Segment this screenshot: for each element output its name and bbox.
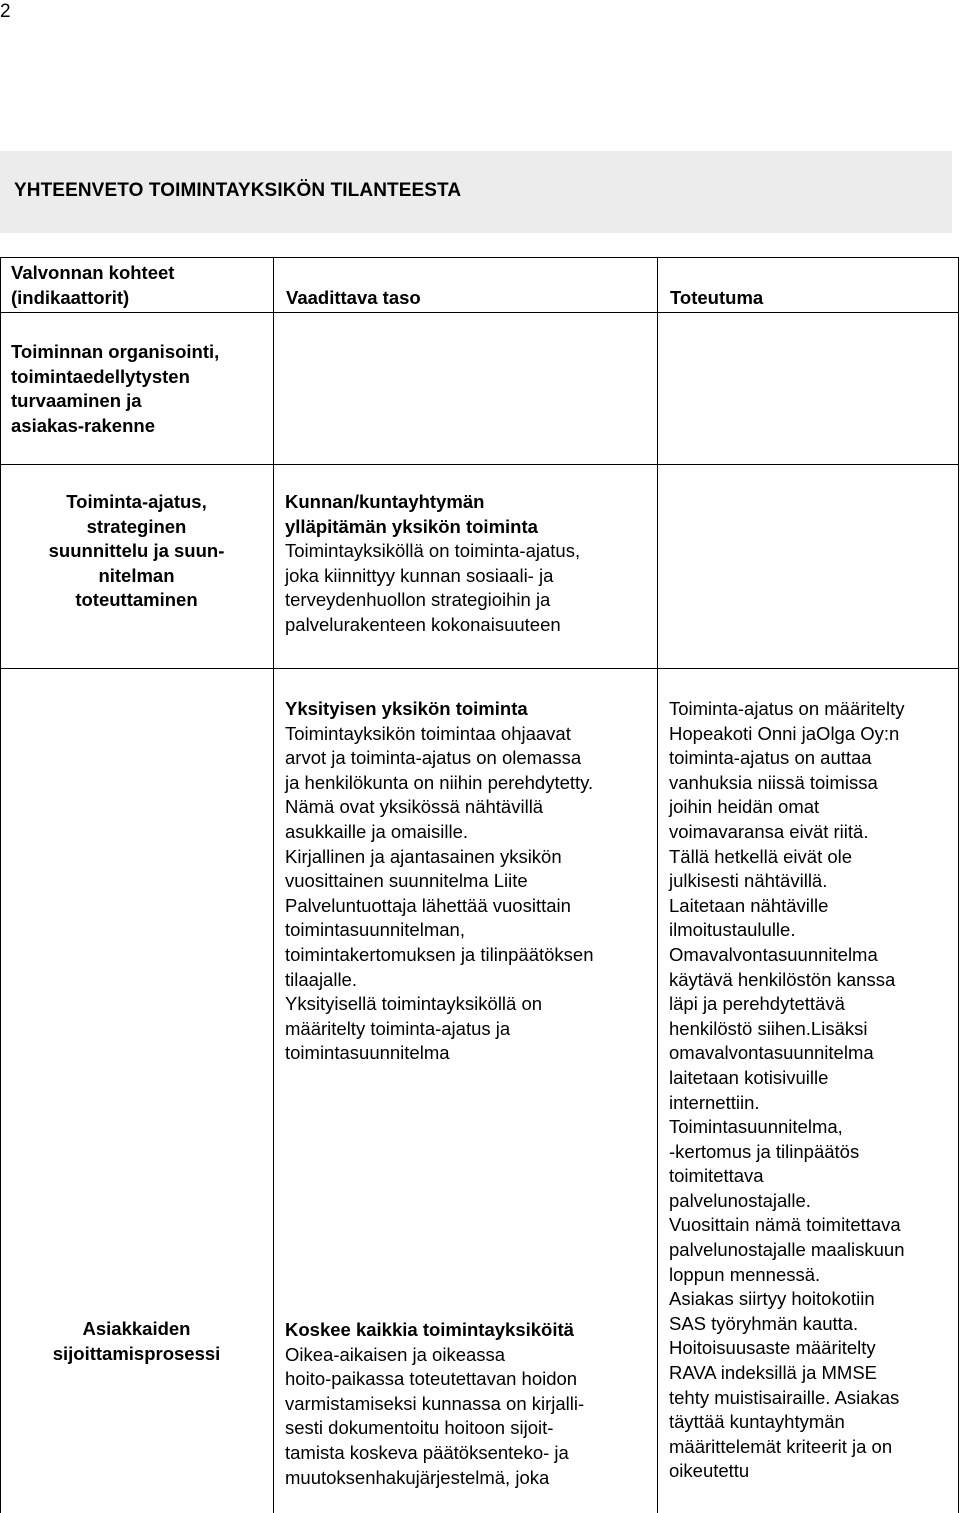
- requirement-text-line: toimintasuunnitelma: [285, 1042, 450, 1064]
- realization-line: Hopeakoti Onni jaOlga Oy:n: [669, 722, 900, 744]
- header-indicators-line: (indikaattorit): [11, 286, 130, 308]
- requirement-text-line: sesti dokumentoitu hoitoon sijoit-: [285, 1417, 554, 1439]
- section-heading-line: toimintaedellytysten: [11, 365, 190, 387]
- realization-line: Omavalvontasuunnitelma: [669, 943, 878, 965]
- requirement-heading-line: Kunnan/kuntayhtymän: [285, 491, 485, 512]
- realization-line: Laitetaan nähtäville: [669, 894, 829, 916]
- realization-line: ilmoitustaululle.: [669, 919, 796, 941]
- header-indicators: [11, 261, 174, 310]
- realization-line: joihin heidän omat: [669, 796, 820, 818]
- requirement-text-line: määritelty toiminta-ajatus ja: [285, 1017, 511, 1039]
- requirement-text-line: Toimintayksikön toimintaa ohjaavat: [285, 722, 571, 744]
- realization-line: oikeutettu: [669, 1460, 750, 1482]
- realization-line: Asiakas siirtyy hoitokotiin: [669, 1288, 875, 1310]
- realization-line: palvelunostajalle.: [669, 1189, 811, 1211]
- requirement-text-line: joka kiinnittyy kunnan sosiaali- ja: [285, 564, 554, 586]
- indicator-line: sijoittamisprosessi: [52, 1342, 221, 1364]
- requirement-text-line: terveydenhuollon strategioihin ja: [285, 589, 551, 611]
- indicator-line: toteuttaminen: [75, 589, 198, 611]
- all-units-requirement: [285, 1318, 584, 1490]
- realization-line: henkilöstö siihen.Lisäksi: [669, 1017, 868, 1039]
- column-divider-1: [273, 257, 274, 1513]
- realization-line: Hoitoisuusaste määritelty: [669, 1337, 876, 1359]
- realization-line: julkisesti nähtävillä.: [669, 870, 828, 892]
- requirement-heading: Yksityisen yksikön toiminta: [285, 698, 528, 719]
- requirement-text-line: Oikea-aikaisen ja oikeassa: [285, 1343, 506, 1365]
- indicator-line: strateginen: [86, 515, 187, 537]
- realization-line: omavalvontasuunnitelma: [669, 1042, 874, 1064]
- requirement-text-line: ja henkilökunta on niihin perehdytetty.: [285, 771, 594, 793]
- requirement-text-line: varmistamiseksi kunnassa on kirjalli-: [285, 1392, 585, 1414]
- requirement-text-line: asukkaille ja omaisille.: [285, 820, 469, 842]
- private-unit-requirement: [285, 697, 594, 1066]
- requirement-text-line: Yksityisellä toimintayksiköllä on: [285, 993, 543, 1015]
- indicator-mission-strategy: [0, 490, 273, 613]
- requirement-text-line: tilaajalle.: [285, 968, 357, 990]
- realization-line: täyttää kuntayhtymän: [669, 1411, 845, 1433]
- realization-line: määrittelemät kriteerit ja on: [669, 1435, 893, 1457]
- realization-text: [669, 697, 905, 1484]
- requirement-text-line: tamista koskeva päätöksenteko- ja: [285, 1441, 569, 1463]
- realization-line: läpi ja perehdytettävä: [669, 993, 845, 1015]
- indicator-line: suunnittelu ja suun-: [48, 540, 225, 562]
- section-heading: [11, 340, 219, 438]
- realization-line: laitetaan kotisivuille: [669, 1066, 829, 1088]
- realization-line: RAVA indeksillä ja MMSE: [669, 1362, 878, 1384]
- realization-line: palvelunostajalle maaliskuun: [669, 1239, 905, 1261]
- realization-line: -kertomus ja tilinpäätös: [669, 1140, 860, 1162]
- realization-line: Toiminta-ajatus on määritelty: [669, 698, 905, 719]
- requirement-heading: Koskee kaikkia toimintayksiköitä: [285, 1319, 574, 1340]
- header-indicators-line: Valvonnan kohteet: [11, 262, 175, 283]
- row-divider-header: [0, 312, 959, 313]
- realization-line: toiminta-ajatus on auttaa: [669, 747, 872, 769]
- requirement-text-line: Kirjallinen ja ajantasainen yksikön: [285, 845, 562, 867]
- realization-line: internettiin.: [669, 1091, 760, 1113]
- header-required-level: Vaadittava taso: [286, 287, 421, 308]
- page-number: 2: [0, 1, 11, 22]
- section-heading-line: turvaaminen ja: [11, 390, 142, 412]
- requirement-text-line: toimintakertomuksen ja tilinpäätöksen: [285, 943, 594, 965]
- requirement-text-line: arvot ja toiminta-ajatus on olemassa: [285, 747, 582, 769]
- realization-line: loppun mennessä.: [669, 1263, 821, 1285]
- requirement-text-line: hoito-paikassa toteutettavan hoidon: [285, 1368, 578, 1390]
- row-divider-row1: [0, 668, 959, 669]
- table-top-border: [0, 257, 959, 258]
- row-divider-section: [0, 464, 959, 465]
- realization-line: toimitettava: [669, 1165, 764, 1187]
- indicator-placement-process: [0, 1317, 273, 1366]
- realization-line: tehty muistisairaille. Asiakas: [669, 1386, 900, 1408]
- indicator-line: Asiakkaiden: [82, 1318, 191, 1339]
- indicator-line: nitelman: [98, 564, 175, 586]
- table-right-border: [958, 257, 959, 1513]
- document-title: YHTEENVETO TOIMINTAYKSIKÖN TILANTEESTA: [14, 180, 462, 201]
- realization-line: Toimintasuunnitelma,: [669, 1116, 843, 1138]
- municipal-unit-requirement: [285, 490, 580, 638]
- realization-line: Tällä hetkellä eivät ole: [669, 845, 853, 867]
- realization-line: voimavaransa eivät riitä.: [669, 820, 869, 842]
- realization-line: SAS työryhmän kautta.: [669, 1312, 859, 1334]
- section-heading-line: asiakas-rakenne: [11, 414, 155, 436]
- requirement-heading-line: ylläpitämän yksikön toiminta: [285, 515, 538, 537]
- indicator-line: Toiminta-ajatus,: [66, 491, 207, 512]
- realization-line: käytävä henkilöstön kanssa: [669, 968, 896, 990]
- header-realization: Toteutuma: [670, 287, 764, 308]
- realization-line: Vuosittain nämä toimitettava: [669, 1214, 901, 1236]
- requirement-text-line: Palveluntuottaja lähettää vuosittain: [285, 894, 571, 916]
- requirement-text-line: Nämä ovat yksikössä nähtävillä: [285, 796, 544, 818]
- requirement-text-line: toimintasuunnitelman,: [285, 919, 465, 941]
- column-divider-2: [657, 257, 658, 1513]
- requirement-text-line: Toimintayksiköllä on toiminta-ajatus,: [285, 540, 581, 562]
- requirement-text-line: palvelurakenteen kokonaisuuteen: [285, 613, 561, 635]
- section-heading-line: Toiminnan organisointi,: [11, 341, 220, 362]
- requirement-text-line: muutoksenhakujärjestelmä, joka: [285, 1466, 550, 1488]
- realization-line: vanhuksia niissä toimissa: [669, 771, 878, 793]
- requirement-text-line: vuosittainen suunnitelma Liite: [285, 870, 528, 892]
